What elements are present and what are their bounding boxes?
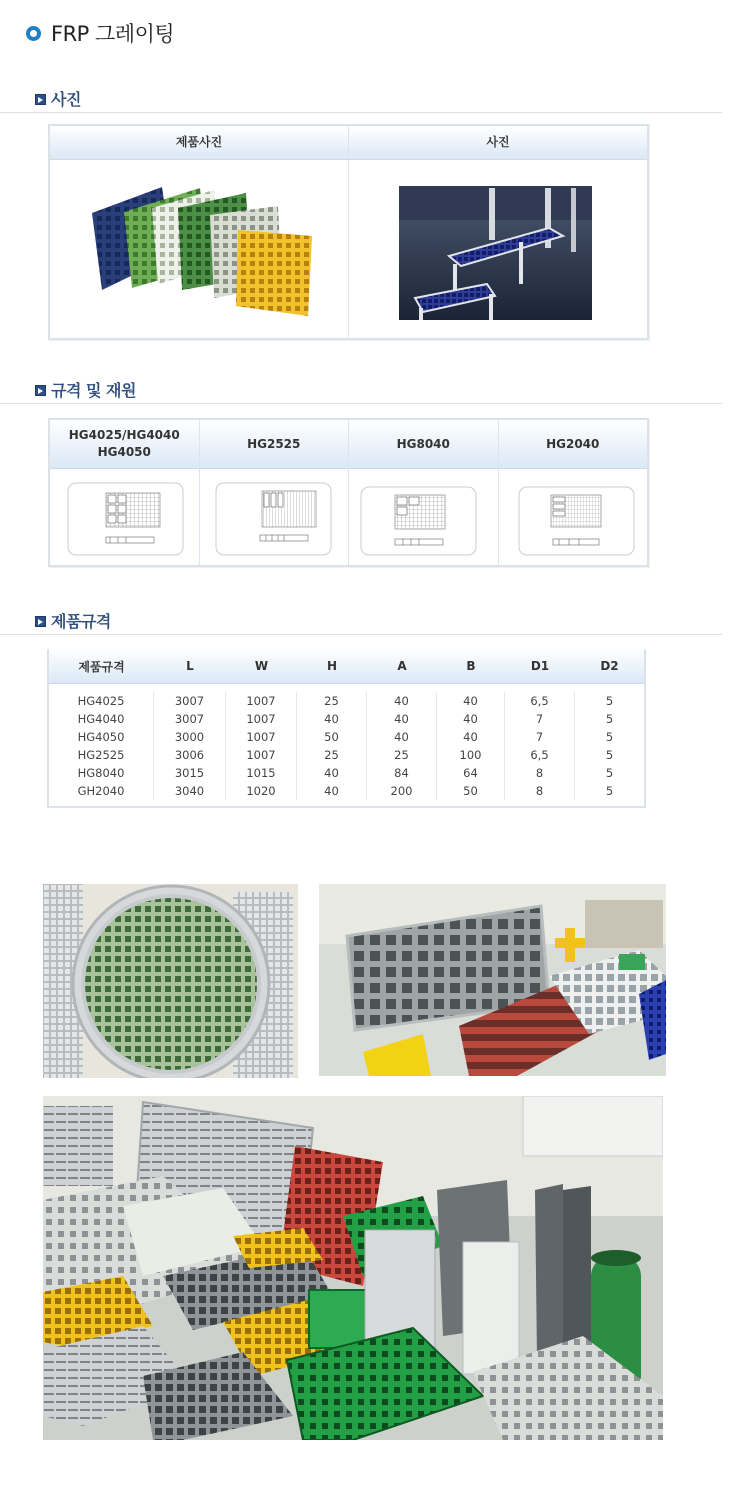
photo-table-header bbox=[50, 126, 647, 160]
table-cell: 25 bbox=[394, 748, 409, 762]
header-photo: 사진 bbox=[486, 135, 510, 149]
spec-column-b bbox=[437, 692, 505, 800]
spec-header-model: 제품규격 bbox=[78, 659, 125, 674]
header-hg4025-hg4040-hg4050: HG4025/HG4040 HG4050 bbox=[50, 420, 200, 468]
arrow-square-icon bbox=[35, 385, 46, 396]
drawing-table bbox=[48, 418, 649, 567]
table-cell: 1020 bbox=[246, 784, 276, 798]
table-cell: 5 bbox=[605, 694, 614, 708]
drawing-cell-hg8040 bbox=[349, 469, 499, 565]
header-hg2040: HG2040 bbox=[546, 436, 600, 451]
frp-products-photo bbox=[43, 1096, 663, 1440]
spec-table-body bbox=[49, 684, 644, 806]
table-cell: 5 bbox=[605, 784, 614, 798]
installation-photo-image bbox=[349, 160, 648, 340]
drawing-cell-hg4025 bbox=[50, 469, 200, 565]
table-cell: HG8040 bbox=[77, 766, 125, 780]
table-cell: 1015 bbox=[246, 766, 276, 780]
table-cell: 1007 bbox=[246, 730, 276, 744]
grating-stack-image bbox=[50, 160, 349, 340]
assorted-grating-image bbox=[319, 884, 666, 1076]
page-title bbox=[26, 20, 174, 46]
table-cell: 50 bbox=[463, 784, 478, 798]
table-cell: 3007 bbox=[174, 694, 205, 708]
table-cell: 1007 bbox=[246, 748, 276, 762]
spec-header-b: B bbox=[466, 659, 476, 673]
table-cell: 3007 bbox=[174, 712, 205, 726]
spec-column-d2 bbox=[575, 692, 644, 800]
table-cell: 5 bbox=[605, 730, 614, 744]
section-header-specs bbox=[0, 609, 722, 635]
table-cell: 5 bbox=[605, 766, 614, 780]
table-cell: 7 bbox=[535, 712, 544, 726]
table-cell: 6,5 bbox=[530, 694, 549, 708]
photo-table bbox=[48, 124, 649, 340]
drawing-table-body bbox=[50, 469, 647, 565]
table-cell: 200 bbox=[390, 784, 413, 798]
spec-header-l: L bbox=[186, 659, 194, 673]
spec-header-h: H bbox=[326, 659, 338, 673]
section-title-photos: 사진 bbox=[51, 90, 81, 109]
spec-table-header bbox=[49, 649, 644, 684]
table-cell: 3000 bbox=[174, 730, 205, 744]
table-cell: 25 bbox=[324, 748, 339, 762]
drawing-cell-hg2040 bbox=[499, 469, 648, 565]
technical-drawing-hg2525 bbox=[200, 469, 349, 565]
section-title-specs: 제품규격 bbox=[51, 612, 111, 631]
drawing-cell-hg2525 bbox=[200, 469, 350, 565]
table-cell: 7 bbox=[535, 730, 544, 744]
spec-table bbox=[47, 649, 646, 808]
table-cell: HG4025 bbox=[77, 694, 125, 708]
spec-column-l bbox=[154, 692, 226, 800]
table-cell: 40 bbox=[324, 712, 339, 726]
spec-header-d2: D2 bbox=[600, 659, 619, 673]
table-cell: HG2525 bbox=[77, 748, 125, 762]
assorted-grating-photo bbox=[319, 884, 666, 1076]
table-cell: 64 bbox=[463, 766, 478, 780]
table-cell: 40 bbox=[394, 712, 409, 726]
table-cell: GH2040 bbox=[77, 784, 125, 798]
table-cell: 8 bbox=[535, 784, 544, 798]
spec-header-w: W bbox=[254, 659, 269, 673]
arrow-square-icon bbox=[35, 94, 46, 105]
header-hg8040: HG8040 bbox=[349, 420, 499, 468]
spec-header-a: A bbox=[397, 659, 407, 673]
spec-column-model bbox=[49, 692, 154, 800]
installation-photo-cell bbox=[349, 160, 647, 338]
drawing-table-header bbox=[50, 420, 647, 469]
table-cell: 3040 bbox=[174, 784, 205, 798]
table-cell: 40 bbox=[463, 730, 478, 744]
spec-column-a bbox=[367, 692, 437, 800]
table-cell: 5 bbox=[605, 712, 614, 726]
section-header-photos bbox=[0, 87, 722, 113]
table-cell: 5 bbox=[605, 748, 614, 762]
table-cell: 100 bbox=[459, 748, 482, 762]
header-hg2525: HG2525 bbox=[200, 420, 350, 468]
table-cell: 3006 bbox=[174, 748, 205, 762]
spec-column-d1 bbox=[505, 692, 575, 800]
frp-products-image bbox=[43, 1096, 663, 1440]
table-cell: 40 bbox=[324, 766, 339, 780]
table-cell: 40 bbox=[394, 730, 409, 744]
table-cell: 1007 bbox=[246, 694, 276, 708]
table-cell: HG4050 bbox=[77, 730, 125, 744]
table-cell: 25 bbox=[324, 694, 339, 708]
table-cell: 40 bbox=[463, 694, 478, 708]
table-cell: 84 bbox=[394, 766, 409, 780]
table-cell: 40 bbox=[324, 784, 339, 798]
spec-column-w bbox=[226, 692, 297, 800]
technical-drawing-hg4025 bbox=[50, 469, 199, 565]
table-cell: HG4040 bbox=[77, 712, 125, 726]
round-grating-image bbox=[43, 884, 298, 1078]
technical-drawing-hg2040 bbox=[499, 469, 648, 565]
section-title-drawings: 규격 및 재원 bbox=[51, 381, 136, 400]
circle-bullet-icon bbox=[26, 26, 41, 41]
table-cell: 1007 bbox=[246, 712, 276, 726]
round-grating-photo bbox=[43, 884, 298, 1078]
product-photo-cell bbox=[50, 160, 349, 338]
table-cell: 3015 bbox=[174, 766, 205, 780]
header-product-photo: 제품사진 bbox=[50, 126, 349, 159]
spec-column-h bbox=[297, 692, 367, 800]
technical-drawing-hg8040 bbox=[349, 469, 498, 565]
table-cell: 8 bbox=[535, 766, 544, 780]
table-cell: 6,5 bbox=[530, 748, 549, 762]
section-header-drawings bbox=[0, 378, 722, 404]
table-cell: 50 bbox=[324, 730, 339, 744]
table-cell: 40 bbox=[394, 694, 409, 708]
photo-table-body bbox=[50, 160, 647, 338]
page-title-text: FRP 그레이팅 bbox=[51, 22, 175, 46]
spec-header-d1: D1 bbox=[530, 659, 550, 673]
table-cell: 40 bbox=[463, 712, 478, 726]
arrow-square-icon bbox=[35, 616, 46, 627]
